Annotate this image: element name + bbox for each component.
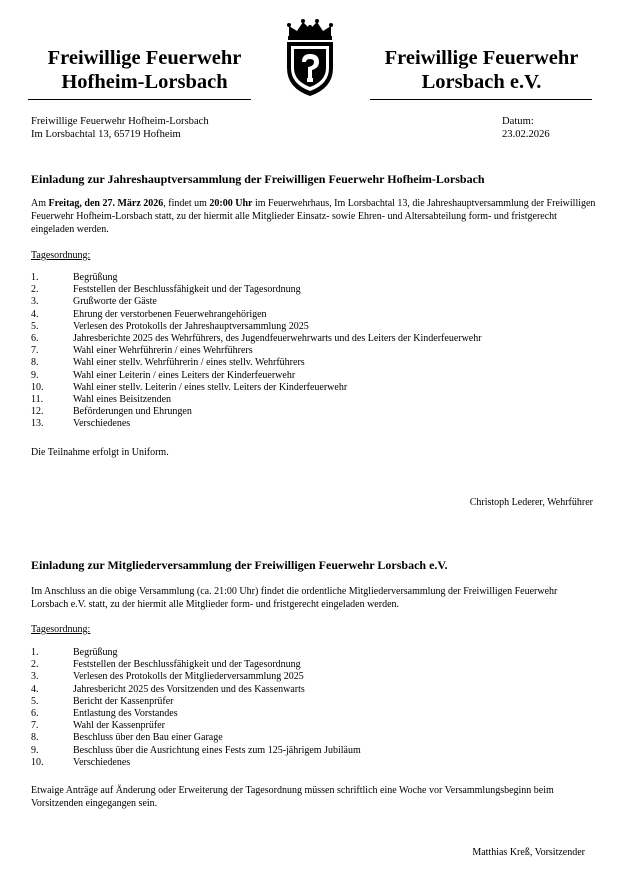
item-text: Wahl einer stellv. Leiterin / eines stellv. Leiters der Kinderfeuerwehr [73, 381, 348, 393]
item-number: 12. [31, 406, 44, 418]
list-item [31, 394, 482, 406]
item-number: 2. [31, 659, 39, 671]
item-number: 13. [31, 418, 44, 430]
item-text: Feststellen der Beschlussfähigkeit und der Tagesordnung [73, 659, 301, 671]
item-text: Wahl einer stellv. Wehrführerin / eines stellv. Wehrführers [73, 357, 305, 369]
list-item [31, 708, 361, 720]
item-number: 3. [31, 671, 39, 683]
list-item [31, 382, 482, 394]
list-item [31, 745, 361, 757]
section1-intro-b: , findet um [163, 198, 210, 209]
item-text: Beschluss über die Ausrichtung eines Fests zum 125-jährigem Jubiläum [73, 744, 361, 756]
left-org-title [28, 46, 261, 94]
item-number: 6. [31, 708, 39, 720]
item-text: Feststellen der Beschlussfähigkeit und der Tagesordnung [73, 284, 301, 296]
section2-heading: Einladung zur Mitgliederversammlung der Freiwilligen Feuerwehr Lorsbach e.V. [31, 558, 448, 572]
item-number: 11. [31, 394, 44, 406]
left-header-rule [28, 99, 251, 100]
section1-note: Die Teilnahme erfolgt in Uniform. [31, 447, 169, 458]
right-org-title-line2: Lorsbach e.V. [421, 71, 542, 93]
list-item [31, 333, 482, 345]
item-text: Verlesen des Protokolls der Jahreshauptversammlung 2025 [73, 320, 309, 332]
section2-signature: Matthias Kreß, Vorsitzender [472, 847, 585, 858]
list-item [31, 357, 482, 369]
date-value: 23.02.2026 [502, 129, 550, 140]
item-text: Jahresbericht 2025 des Vorsitzenden und des Kassenwarts [73, 683, 305, 695]
sender-name: Freiwillige Feuerwehr Hofheim-Lorsbach [31, 116, 209, 127]
item-number: 4. [31, 308, 39, 320]
list-item [31, 720, 361, 732]
list-item [31, 757, 361, 769]
right-org-title-line1: Freiwillige Feuerwehr [384, 47, 579, 69]
item-number: 10. [31, 756, 44, 768]
item-number: 5. [31, 320, 39, 332]
item-text: Wahl eines Beisitzenden [73, 394, 172, 406]
list-item [31, 696, 361, 708]
item-number: 6. [31, 333, 39, 345]
item-number: 8. [31, 357, 39, 369]
left-org-title-line2: Hofheim-Lorsbach [61, 71, 228, 93]
item-text: Wahl einer Wehrführerin / eines Wehrführers [73, 345, 253, 357]
sender-address: Im Lorsbachtal 13, 65719 Hofheim [31, 129, 181, 140]
item-text: Beschluss über den Bau einer Garage [73, 732, 223, 744]
section1-agenda-label: Tagesordnung: [31, 250, 91, 261]
item-number: 2. [31, 284, 39, 296]
section1-intro-a: Am [31, 198, 49, 209]
list-item [31, 659, 361, 671]
item-number: 7. [31, 720, 39, 732]
section2-note: Etwaige Anträge auf Änderung oder Erweiterung der Tagesordnung müssen schriftlich eine Woche vor Versammlungsbeginn beim Vorsitzenden eingegangen sein. [31, 785, 554, 809]
list-item [31, 671, 361, 683]
item-number: 9. [31, 369, 39, 381]
left-org-title-line1: Freiwillige Feuerwehr [47, 47, 242, 69]
item-text: Bericht der Kassenprüfer [73, 695, 174, 707]
section1-intro-date: Freitag, den 27. März 2026 [48, 198, 164, 209]
list-item [31, 647, 361, 659]
item-text: Grußworte der Gäste [73, 296, 157, 308]
section1-intro [31, 197, 596, 236]
section2-agenda-label: Tagesordnung: [31, 624, 91, 635]
item-number: 7. [31, 345, 39, 357]
item-number: 4. [31, 683, 39, 695]
section1-agenda-list [31, 272, 482, 431]
item-text: Beförderungen und Ehrungen [73, 406, 192, 418]
item-text: Wahl der Kassenprüfer [73, 720, 165, 732]
item-text: Entlastung des Vorstandes [73, 708, 178, 720]
item-text: Verschiedenes [73, 756, 131, 768]
list-item [31, 272, 482, 284]
list-item [31, 321, 482, 333]
item-text: Verlesen des Protokolls der Mitgliederversammlung 2025 [73, 671, 304, 683]
item-text: Verschiedenes [73, 418, 131, 430]
list-item [31, 284, 482, 296]
date-label: Datum: [502, 116, 534, 127]
list-item [31, 345, 482, 357]
right-org-title [365, 46, 598, 94]
list-item [31, 309, 482, 321]
section2-intro: Im Anschluss an die obige Versammlung (ca. 21:00 Uhr) findet die ordentliche Mitgliederversammlung der Freiwilligen Feuerwehr Lorsbach e.V. statt, zu der hiermit alle Mitglieder form- und fristgerecht eingeladen werden. [31, 586, 558, 610]
list-item [31, 418, 482, 430]
section1-signature: Christoph Lederer, Wehrführer [469, 497, 593, 508]
item-number: 10. [31, 381, 44, 393]
list-item [31, 732, 361, 744]
item-number: 8. [31, 732, 39, 744]
list-item [31, 296, 482, 308]
item-text: Jahresberichte 2025 des Wehrführers, des Jugendfeuerwehrwarts und des Leiters der Kinderfeuerwehr [73, 333, 482, 345]
item-number: 1. [31, 272, 39, 283]
right-header-rule [370, 99, 592, 100]
list-item [31, 406, 482, 418]
section2-agenda-list [31, 647, 361, 769]
item-number: 3. [31, 296, 39, 308]
coat-of-arms-icon [275, 18, 345, 98]
item-text: Wahl einer Leiterin / eines Leiters der Kinderfeuerwehr [73, 369, 296, 381]
list-item [31, 370, 482, 382]
section1-intro-c: im Feuerwehrhaus, Im Lorsbachtal 13, die Jahreshauptversammlung der Freiwilligen Feuerwehr Hofheim-Lorsbach statt, zu der hiermit alle Mitglieder Einsatz- sowie Ehren- und Altersabteilung form- und fristgerecht eingeladen werden. [31, 198, 596, 235]
section1-intro-time: 20:00 Uhr [209, 198, 253, 209]
item-text: Begrüßung [73, 272, 118, 283]
item-text: Begrüßung [73, 647, 118, 658]
item-number: 9. [31, 744, 39, 756]
item-number: 5. [31, 695, 39, 707]
item-number: 1. [31, 647, 39, 658]
item-text: Ehrung der verstorbenen Feuerwehrangehörigen [73, 308, 267, 320]
list-item [31, 684, 361, 696]
section1-heading: Einladung zur Jahreshauptversammlung der Freiwilligen Feuerwehr Hofheim-Lorsbach [31, 172, 485, 186]
